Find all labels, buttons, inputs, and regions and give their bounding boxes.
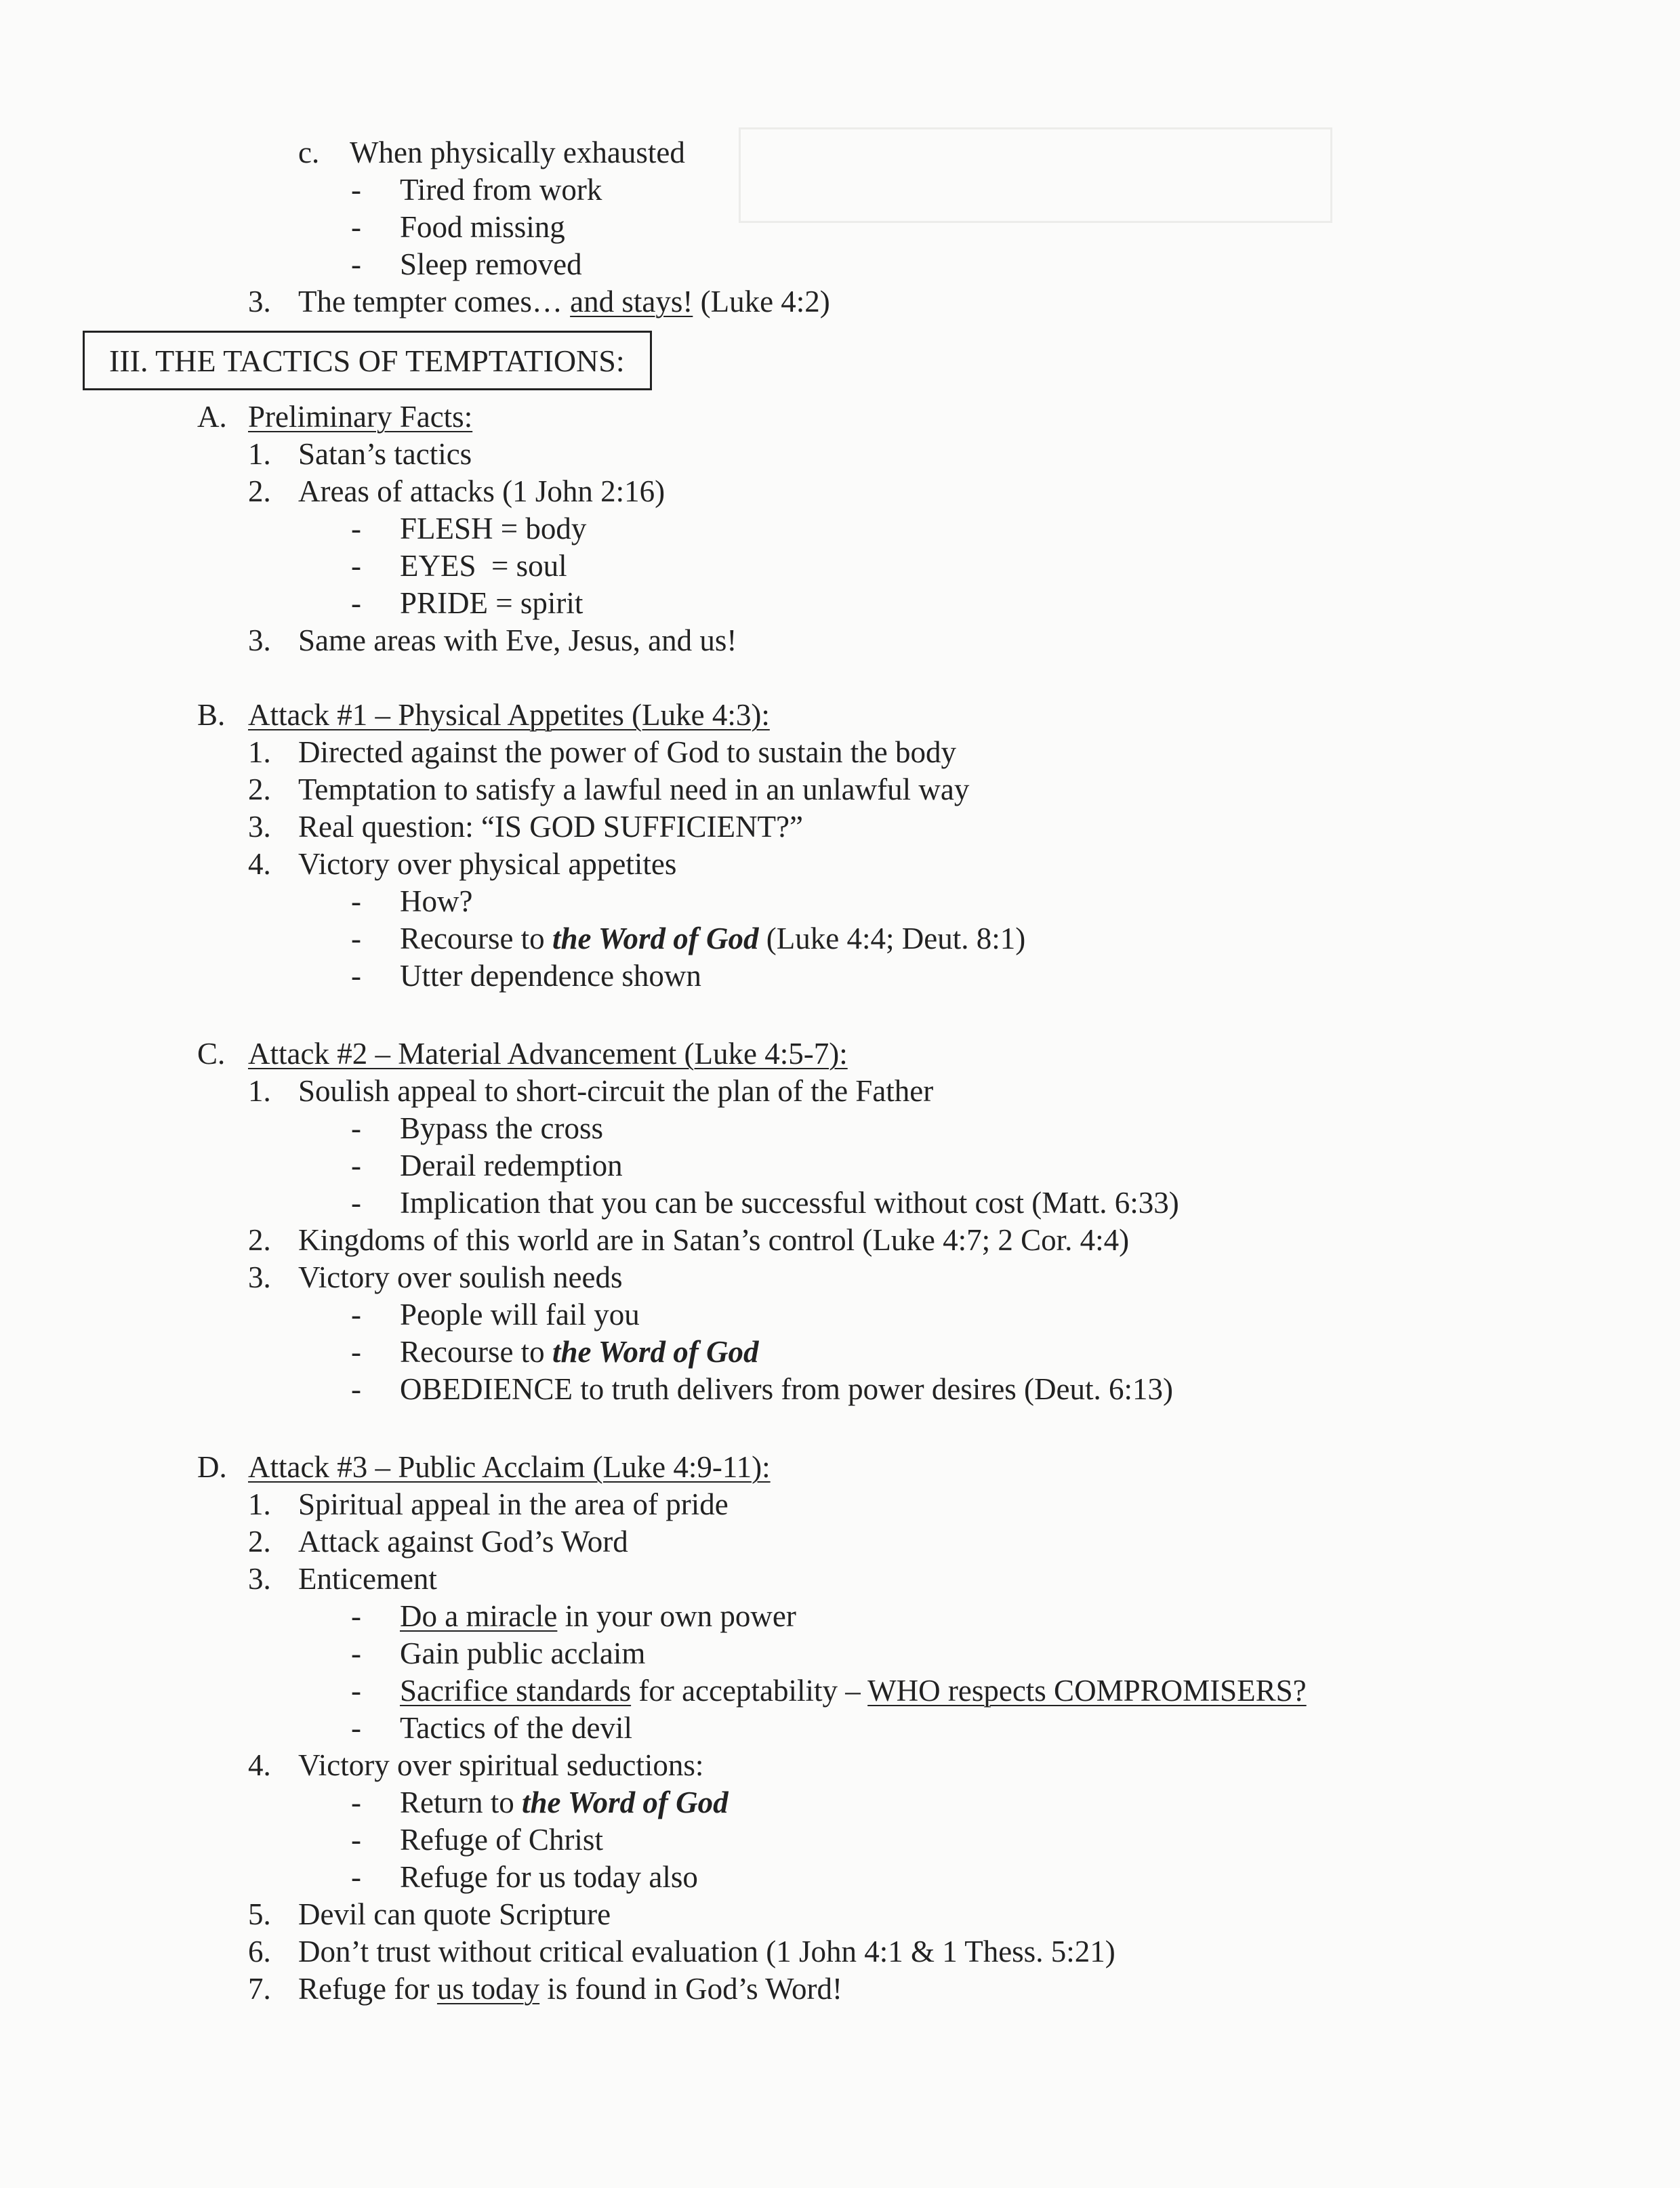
item-text: Directed against the power of God to sustain the body <box>298 735 957 769</box>
sub-item <box>351 1672 1307 1710</box>
dash: - <box>351 1711 361 1745</box>
dash: - <box>351 210 361 244</box>
list-item <box>248 1933 1115 1970</box>
heading-marker: B. <box>197 698 226 732</box>
reference: (Luke 4:4; Deut. 8:1) <box>758 922 1026 955</box>
underlined-text: us today <box>436 1972 540 2006</box>
item-c <box>298 133 685 171</box>
sub-item-text: How? <box>400 884 473 918</box>
section-heading-box <box>83 331 652 390</box>
list-item <box>248 1258 622 1296</box>
list-item <box>248 1072 933 1110</box>
item-text: Refuge for <box>298 1972 437 2006</box>
item-number: 2. <box>248 474 271 508</box>
bleed-through-box <box>739 127 1332 223</box>
sub-item-text: Bypass the cross <box>400 1111 603 1145</box>
sub-item-text: Refuge of Christ <box>400 1823 603 1857</box>
item-number: 2. <box>248 772 271 806</box>
heading-marker: D. <box>197 1450 227 1484</box>
list-item <box>248 733 956 771</box>
sub-item <box>351 1184 1179 1222</box>
dash: - <box>351 1860 361 1894</box>
item-text: Spiritual appeal in the area of pride <box>298 1487 729 1521</box>
heading-marker: A. <box>197 400 227 434</box>
sub-item-text: Return to <box>400 1786 522 1819</box>
sub-item <box>351 1597 796 1635</box>
dash: - <box>351 959 361 993</box>
item-number: 4. <box>248 847 271 881</box>
underlined-text: Do a miracle <box>400 1599 558 1633</box>
sub-item <box>351 1858 698 1896</box>
dash: - <box>351 922 361 955</box>
list-item <box>248 808 803 846</box>
heading-d <box>197 1448 771 1486</box>
sub-item <box>351 245 582 283</box>
sub-item-text: Gain public acclaim <box>400 1636 646 1670</box>
heading-text: Preliminary Facts: <box>248 400 473 434</box>
heading-text: Attack #1 – Physical Appetites (Luke 4:3): <box>248 698 770 732</box>
item-text: Enticement <box>298 1562 437 1596</box>
item-number: 3. <box>248 1562 271 1596</box>
sub-item <box>351 882 472 920</box>
sub-item <box>351 510 586 548</box>
dash: - <box>351 1149 361 1182</box>
item-3-tempter <box>248 283 830 321</box>
dash: - <box>351 1372 361 1406</box>
sub-item-text: Refuge for us today also <box>400 1860 698 1894</box>
item-number: 4. <box>248 1748 271 1782</box>
list-item <box>248 1895 611 1933</box>
underlined-text: Sacrifice standards <box>400 1674 632 1708</box>
list-item <box>248 435 472 473</box>
item-number: 3. <box>248 1260 271 1294</box>
item-number: 6. <box>248 1935 271 1968</box>
list-item <box>248 770 969 808</box>
heading-text: Attack #2 – Material Advancement (Luke 4:5-7): <box>248 1037 848 1071</box>
sub-item-text: Recourse to <box>400 922 552 955</box>
item-number: 1. <box>248 1074 271 1108</box>
heading-marker: C. <box>197 1037 226 1071</box>
item-text: Victory over soulish needs <box>298 1260 623 1294</box>
item-number: 1. <box>248 1487 271 1521</box>
item-text: Victory over spiritual seductions: <box>298 1748 704 1782</box>
emphasis-text: the Word of God <box>521 1786 729 1819</box>
dash: - <box>351 1786 361 1819</box>
list-item <box>248 1560 437 1598</box>
sub-item <box>351 1783 729 1821</box>
item-text: Temptation to satisfy a lawful need in an unlawful way <box>298 772 970 806</box>
sub-item-text: Derail redemption <box>400 1149 623 1182</box>
heading-a <box>197 398 472 436</box>
item-text: Kingdoms of this world are in Satan’s control (Luke 4:7; 2 Cor. 4:4) <box>298 1223 1130 1257</box>
sub-item-text: FLESH = body <box>400 512 587 545</box>
item-text: The tempter comes… <box>298 285 571 318</box>
list-item <box>248 472 665 510</box>
item-text: Satan’s tactics <box>298 437 472 471</box>
item-text: Victory over physical appetites <box>298 847 677 881</box>
item-number: 1. <box>248 437 271 471</box>
emphasis-text: the Word of God <box>552 922 759 955</box>
list-item <box>248 1523 628 1561</box>
sub-item <box>351 208 565 246</box>
emphasis-text: the Word of God <box>552 1335 759 1369</box>
sub-item-text: for acceptability – <box>631 1674 868 1708</box>
sub-item-text: OBEDIENCE to truth delivers from power desires (Deut. 6:13) <box>400 1372 1173 1406</box>
heading-b <box>197 696 770 734</box>
underlined-text: and stays! <box>570 285 693 318</box>
sub-item <box>351 1296 640 1334</box>
reference: (Luke 4:2) <box>693 285 830 318</box>
dash: - <box>351 1335 361 1369</box>
list-item <box>248 1970 842 2008</box>
item-text: is found in God’s Word! <box>539 1972 842 2006</box>
dash: - <box>351 549 361 583</box>
dash: - <box>351 1823 361 1857</box>
sub-item-text: People will fail you <box>400 1298 640 1332</box>
dash: - <box>351 247 361 281</box>
list-item <box>248 1746 703 1784</box>
underlined-text: WHO respects COMPROMISERS? <box>867 1674 1307 1708</box>
item-marker: c. <box>298 136 320 169</box>
heading-c <box>197 1035 848 1073</box>
sub-item-text: Recourse to <box>400 1335 552 1369</box>
item-text: When physically exhausted <box>350 136 685 169</box>
item-number: 3. <box>248 285 271 318</box>
sub-item <box>351 957 701 995</box>
sub-item <box>351 1821 603 1859</box>
item-text: Real question: “IS GOD SUFFICIENT?” <box>298 810 803 844</box>
item-text: Attack against God’s Word <box>298 1525 628 1559</box>
dash: - <box>351 884 361 918</box>
sub-item <box>351 920 1025 957</box>
sub-item-text: Sleep removed <box>400 247 582 281</box>
sub-item <box>351 1634 645 1672</box>
section-title: III. THE TACTICS OF TEMPTATIONS: <box>109 344 625 378</box>
item-text: Soulish appeal to short-circuit the plan of the Father <box>298 1074 934 1108</box>
sub-item-text: Tactics of the devil <box>400 1711 632 1745</box>
item-number: 5. <box>248 1897 271 1931</box>
item-number: 2. <box>248 1223 271 1257</box>
dash: - <box>351 173 361 207</box>
sub-item-text: in your own power <box>557 1599 796 1633</box>
item-number: 3. <box>248 623 271 657</box>
sub-item <box>351 584 583 622</box>
sub-item <box>351 171 602 209</box>
sub-item <box>351 1333 759 1371</box>
item-number: 2. <box>248 1525 271 1559</box>
list-item <box>248 845 676 883</box>
dash: - <box>351 1186 361 1220</box>
sub-item-text: EYES = soul <box>400 549 567 583</box>
sub-item <box>351 1109 603 1147</box>
list-item <box>248 621 737 659</box>
dash: - <box>351 512 361 545</box>
item-text: Same areas with Eve, Jesus, and us! <box>298 623 737 657</box>
sub-item-text: Tired from work <box>400 173 602 207</box>
sub-item <box>351 1370 1173 1408</box>
sub-item-text: Implication that you can be successful without cost (Matt. 6:33) <box>400 1186 1179 1220</box>
sub-item <box>351 1147 623 1184</box>
list-item <box>248 1221 1129 1259</box>
item-number: 7. <box>248 1972 271 2006</box>
item-text: Don’t trust without critical evaluation (1 John 4:1 & 1 Thess. 5:21) <box>298 1935 1115 1968</box>
sub-item-text: Utter dependence shown <box>400 959 701 993</box>
dash: - <box>351 1636 361 1670</box>
list-item <box>248 1485 729 1523</box>
dash: - <box>351 586 361 620</box>
heading-text: Attack #3 – Public Acclaim (Luke 4:9-11): <box>248 1450 771 1484</box>
dash: - <box>351 1111 361 1145</box>
item-number: 1. <box>248 735 271 769</box>
item-number: 3. <box>248 810 271 844</box>
dash: - <box>351 1599 361 1633</box>
dash: - <box>351 1298 361 1332</box>
sub-item <box>351 547 567 585</box>
sub-item <box>351 1709 632 1747</box>
item-text: Areas of attacks (1 John 2:16) <box>298 474 665 508</box>
dash: - <box>351 1674 361 1708</box>
sub-item-text: PRIDE = spirit <box>400 586 583 620</box>
item-text: Devil can quote Scripture <box>298 1897 611 1931</box>
sub-item-text: Food missing <box>400 210 565 244</box>
